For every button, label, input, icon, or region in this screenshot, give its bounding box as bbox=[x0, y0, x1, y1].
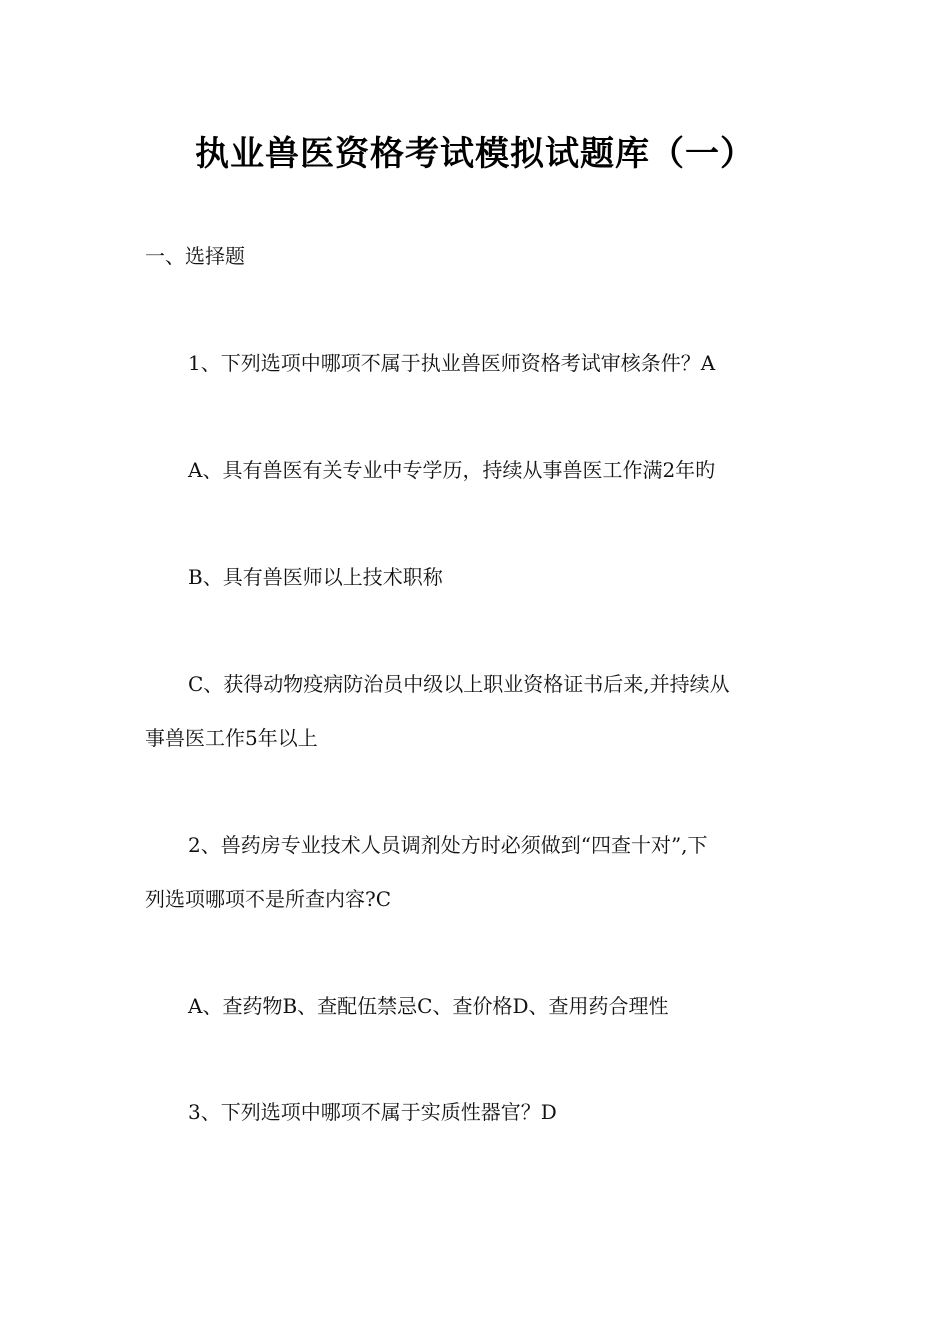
option-1c: C、获得动物疫病防治员中级以上职业资格证书后来,并持续从 bbox=[188, 672, 730, 696]
question-3: 3、下列选项中哪项不属于实质性器官？D bbox=[188, 1100, 557, 1124]
option-1a: A、具有兽医有关专业中专学历，持续从事兽医工作满2年旳 bbox=[188, 458, 716, 482]
options-2: A、查药物B、查配伍禁忌C、查价格D、查用药合理性 bbox=[188, 994, 669, 1018]
document-title: 执业兽医资格考试模拟试题库（一） bbox=[195, 134, 755, 174]
section-heading: 一、选择题 bbox=[145, 244, 245, 268]
option-1b: B、具有兽医师以上技术职称 bbox=[188, 565, 443, 589]
question-2: 2、兽药房专业技术人员调剂处方时必须做到“四查十对”,下 bbox=[188, 833, 708, 857]
option-1c-continued: 事兽医工作5年以上 bbox=[145, 726, 318, 750]
question-2-continued: 列选项哪项不是所查内容?C bbox=[145, 887, 392, 911]
question-1: 1、下列选项中哪项不属于执业兽医师资格考试审核条件？A bbox=[188, 351, 716, 375]
